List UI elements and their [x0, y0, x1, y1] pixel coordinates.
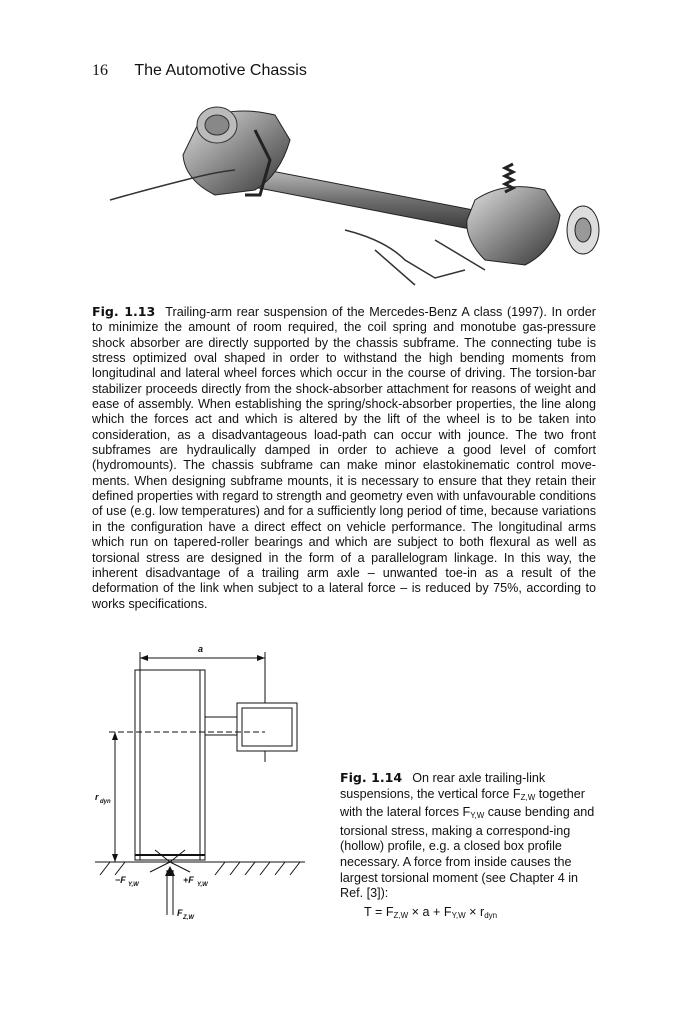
equation-mid: × a + F: [408, 904, 452, 919]
figure-1-13-label: Fig. 1.13: [92, 304, 156, 319]
figure-1-13-caption: [92, 304, 596, 612]
equation-lhs: T = F: [364, 904, 394, 919]
figure-1-13-caption-text: Trailing-arm rear suspension of the Mercedes-Benz A class (1997). In order to minimize the amount of room required, the coil spring and monotube gas-pressure shock absorber are directly supported by the chassis subframe. The connecting tube is stress optimized oval shaped in order to withstand the high bending moments from longitudinal and lateral wheel forces which occur in the course of driving. The torsion-bar stabilizer proceeds directly from the shock-absorber attachment for reasons of weight and ease of assembly. When establishing the spring/shock-absorber properties, the line along which the forces act and which is altered by the lift of the wheel is to be taken into consideration, as a disadvantageous load-path can occur with jounce. The two front subframes are hydraulically damped in order to achieve a good level of comfort (hydromounts). The chassis subframe can make minor elastokinematic control move-ments. When designing subframe mounts, it is necessary to ensure that they retain their defined properties with regard to strength and geometry even with unfavourable conditions of use (e.g. low temperatures) and for a sufficiently long period of time, because variations in the configuration have a direct effect on vehicle performance. The longitudinal arms which run on tapered-roller bearings and which are subject to both flexural as well as torsional stress are designed in the form of a parallelogram linkage. In this way, the inherent disadvantage of a trailing arm axle – unwanted toe-in as a result of the deformation of the link when subject to a lateral force – is reduced by 75%, according to works specifications.: [92, 305, 596, 611]
diagram-label-pos-f-sub: Y,W: [197, 882, 208, 888]
page-header: [92, 62, 307, 80]
equation-sub-1: Z,W: [393, 910, 409, 920]
equation-sub-3: dyn: [484, 910, 498, 920]
page-number: 16: [92, 62, 108, 79]
diagram-label-a: a: [198, 644, 204, 654]
suspension-illustration: [105, 100, 605, 290]
caption14-text-2: together with the lateral forces F: [340, 786, 585, 820]
diagram-label-neg-f-sub: Y,W: [128, 882, 139, 888]
caption14-sub-yw: Y,W: [470, 811, 485, 821]
diagram-label-r: r: [95, 792, 99, 802]
diagram-label-fz-sub: Z,W: [183, 915, 194, 921]
diagram-label-fz: F: [177, 908, 183, 918]
torsional-moment-equation: [340, 905, 602, 924]
running-title: The Automotive Chassis: [134, 62, 307, 79]
caption14-text-1: On rear axle trailing-link suspensions, the vertical force F: [340, 771, 546, 801]
equation-mid-2: × r: [465, 904, 485, 919]
caption14-sub-zw: Z,W: [520, 792, 536, 802]
diagram-label-pos-f: +F: [183, 875, 194, 885]
force-diagram: [95, 640, 345, 925]
diagram-label-neg-f: −F: [115, 875, 126, 885]
caption14-text-3: cause bending and torsional stress, making a correspond-ing (hollow) profile, e.g. a closed box profile necessary. A force from inside causes the largest torsional moment (see Chapter 4 in Ref. [3]):: [340, 805, 595, 901]
figure-1-14-label: Fig. 1.14: [340, 770, 403, 785]
figure-1-14-caption: [340, 770, 602, 923]
diagram-label-r-sub: dyn: [100, 799, 111, 805]
equation-sub-2: Y,W: [451, 910, 466, 920]
